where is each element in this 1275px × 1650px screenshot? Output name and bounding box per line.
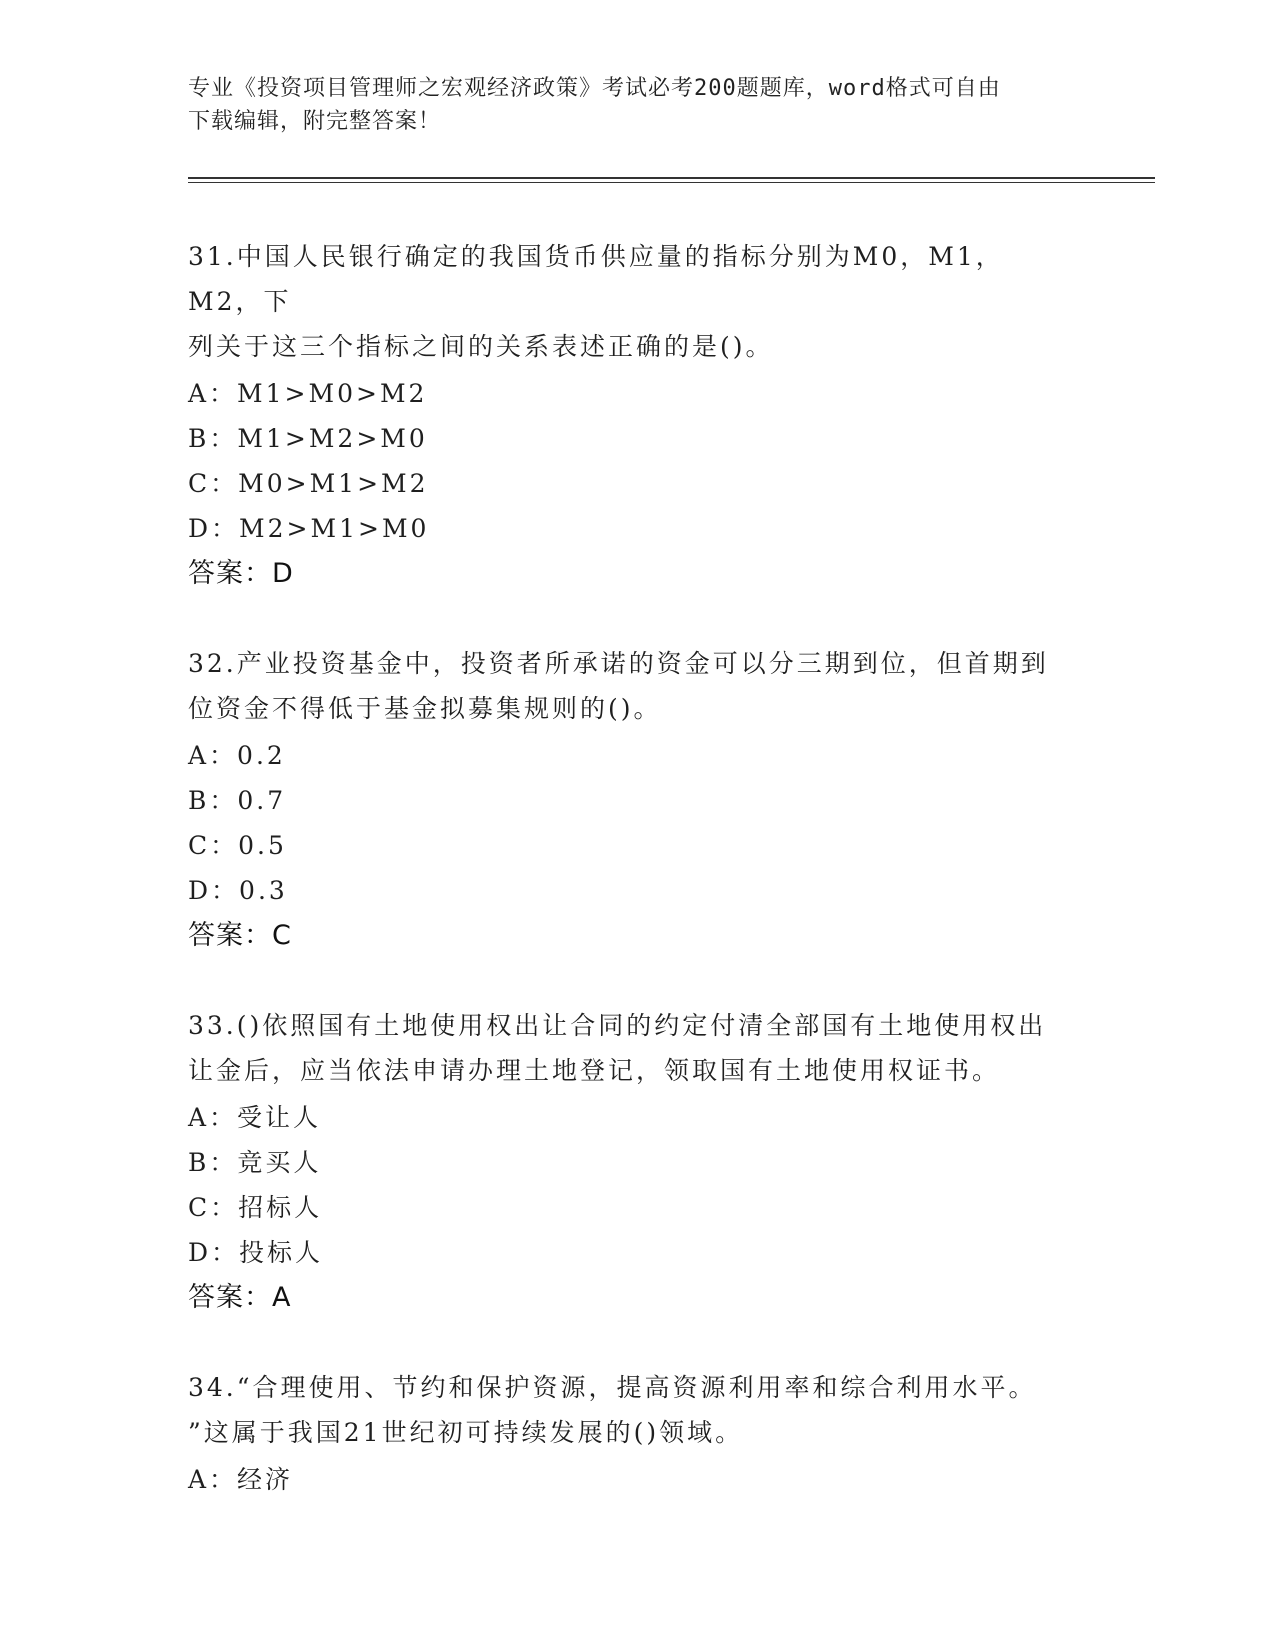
option-a: A：经济	[188, 1465, 294, 1494]
question-stem-line: 列关于这三个指标之间的关系表述正确的是()。	[188, 332, 774, 361]
question-stem-line: 33.()依照国有土地使用权出让合同的约定付清全部国有土地使用权出	[188, 1011, 1047, 1040]
question-stem	[188, 234, 1068, 369]
answer-line: 答案：A	[188, 1282, 292, 1313]
option-b: B：M1>M2>M0	[188, 424, 428, 453]
header-line-2: 下载编辑，附完整答案！	[188, 109, 442, 134]
question-34	[188, 1365, 1068, 1502]
document-header	[188, 72, 1088, 138]
header-divider	[188, 177, 1155, 183]
option-b: B：0.7	[188, 786, 287, 815]
option-d: D：投标人	[188, 1238, 324, 1267]
option-d: D：M2>M1>M0	[188, 514, 430, 543]
option-a: A：受让人	[188, 1103, 322, 1132]
question-stem-line: 34.“合理使用、节约和保护资源，提高资源利用率和综合利用水平。	[188, 1373, 1037, 1402]
answer-line: 答案：C	[188, 920, 292, 951]
option-c: C：招标人	[188, 1193, 323, 1222]
option-a: A：M1>M0>M2	[188, 379, 428, 408]
question-stem-line: 让金后，应当依法申请办理土地登记，领取国有土地使用权证书。	[188, 1056, 1001, 1085]
question-32	[188, 641, 1068, 959]
option-c: C：M0>M1>M2	[188, 469, 429, 498]
question-33	[188, 1003, 1068, 1321]
option-a: A：0.2	[188, 741, 286, 770]
question-list	[188, 234, 1068, 1546]
option-c: C：0.5	[188, 831, 287, 860]
question-stem-line: ”这属于我国21世纪初可持续发展的()领域。	[188, 1418, 744, 1447]
answer-line: 答案：D	[188, 558, 294, 589]
question-stem	[188, 1003, 1068, 1093]
question-stem	[188, 1365, 1068, 1455]
question-stem-line: 32.产业投资基金中，投资者所承诺的资金可以分三期到位，但首期到	[188, 649, 1049, 678]
option-b: B：竞买人	[188, 1148, 322, 1177]
question-stem	[188, 641, 1068, 731]
header-line-1: 专业《投资项目管理师之宏观经济政策》考试必考200题题库，word格式可自由	[188, 76, 1001, 101]
question-stem-line: 位资金不得低于基金拟募集规则的()。	[188, 694, 662, 723]
option-d: D：0.3	[188, 876, 288, 905]
question-31	[188, 234, 1068, 597]
question-stem-line: 31.中国人民银行确定的我国货币供应量的指标分别为M0，M1，M2，下	[188, 242, 1004, 316]
